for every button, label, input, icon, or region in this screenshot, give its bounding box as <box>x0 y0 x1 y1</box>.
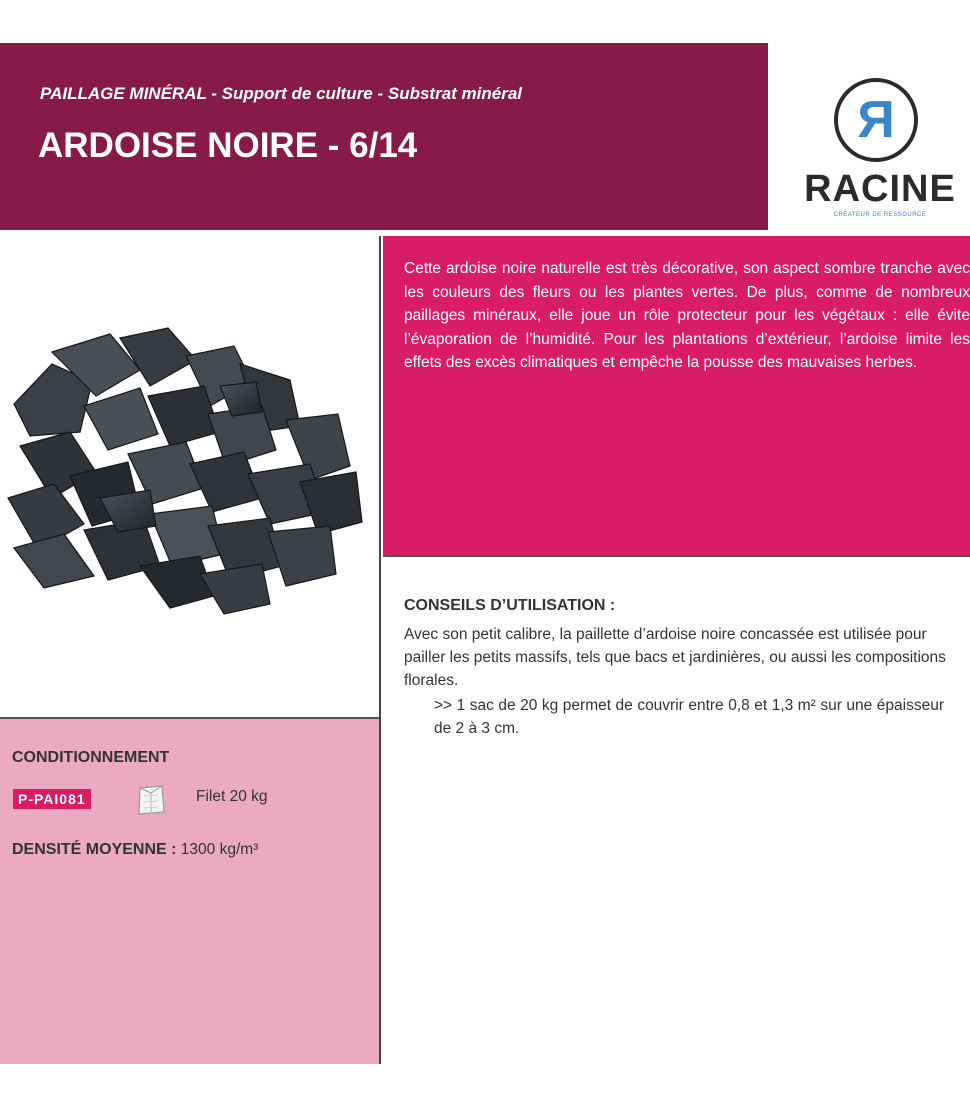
package-label: Filet 20 kg <box>196 788 268 805</box>
column-divider <box>379 236 381 1064</box>
density-value: 1300 kg/m³ <box>180 841 259 858</box>
packaging-title: CONDITIONNEMENT <box>12 749 170 766</box>
product-code-badge: P-PAI081 <box>13 789 91 809</box>
logo-monogram: R <box>857 91 895 149</box>
bag-icon <box>135 782 167 816</box>
slate-pile-image <box>0 236 378 717</box>
product-title: ARDOISE NOIRE - 6/14 <box>38 126 418 165</box>
packaging-panel <box>0 719 379 1064</box>
category-kicker: PAILLAGE MINÉRAL - Support de culture - Substrat minéral <box>40 84 523 103</box>
density-label: DENSITÉ MOYENNE : <box>12 841 177 858</box>
product-photo <box>0 236 378 717</box>
product-description: Cette ardoise noire naturelle est très décorative, son aspect sombre tranche avec les couleurs des fleurs ou les plantes vertes. De plus, comme de nombreux paillages minéraux, elle joue un rôle protecteur pour les végétaux : elle évite l’évaporation de l’humidité. Pour les plantations d’extérieur, l’ardoise limite les effets des excès climatiques et empêche la pousse des mauvaises herbes. <box>404 260 970 371</box>
usage-tips-title: CONSEILS D’UTILISATION : <box>404 597 616 614</box>
brand-name: RACINE <box>804 168 956 210</box>
brand-tagline: CRÉATEUR DE RESSOURCE <box>833 212 927 218</box>
section-divider <box>383 555 970 557</box>
coverage-note: >> 1 sac de 20 kg permet de couvrir entre 0,8 et 1,3 m² sur une épaisseur de 2 à 3 cm. <box>434 697 944 737</box>
density-line <box>12 841 258 859</box>
usage-tips-text: Avec son petit calibre, la paillette d’ardoise noire concassée est utilisée pour pailler les petits massifs, tels que bacs et jardinières, ou aussi les compositions florales. <box>404 626 946 689</box>
